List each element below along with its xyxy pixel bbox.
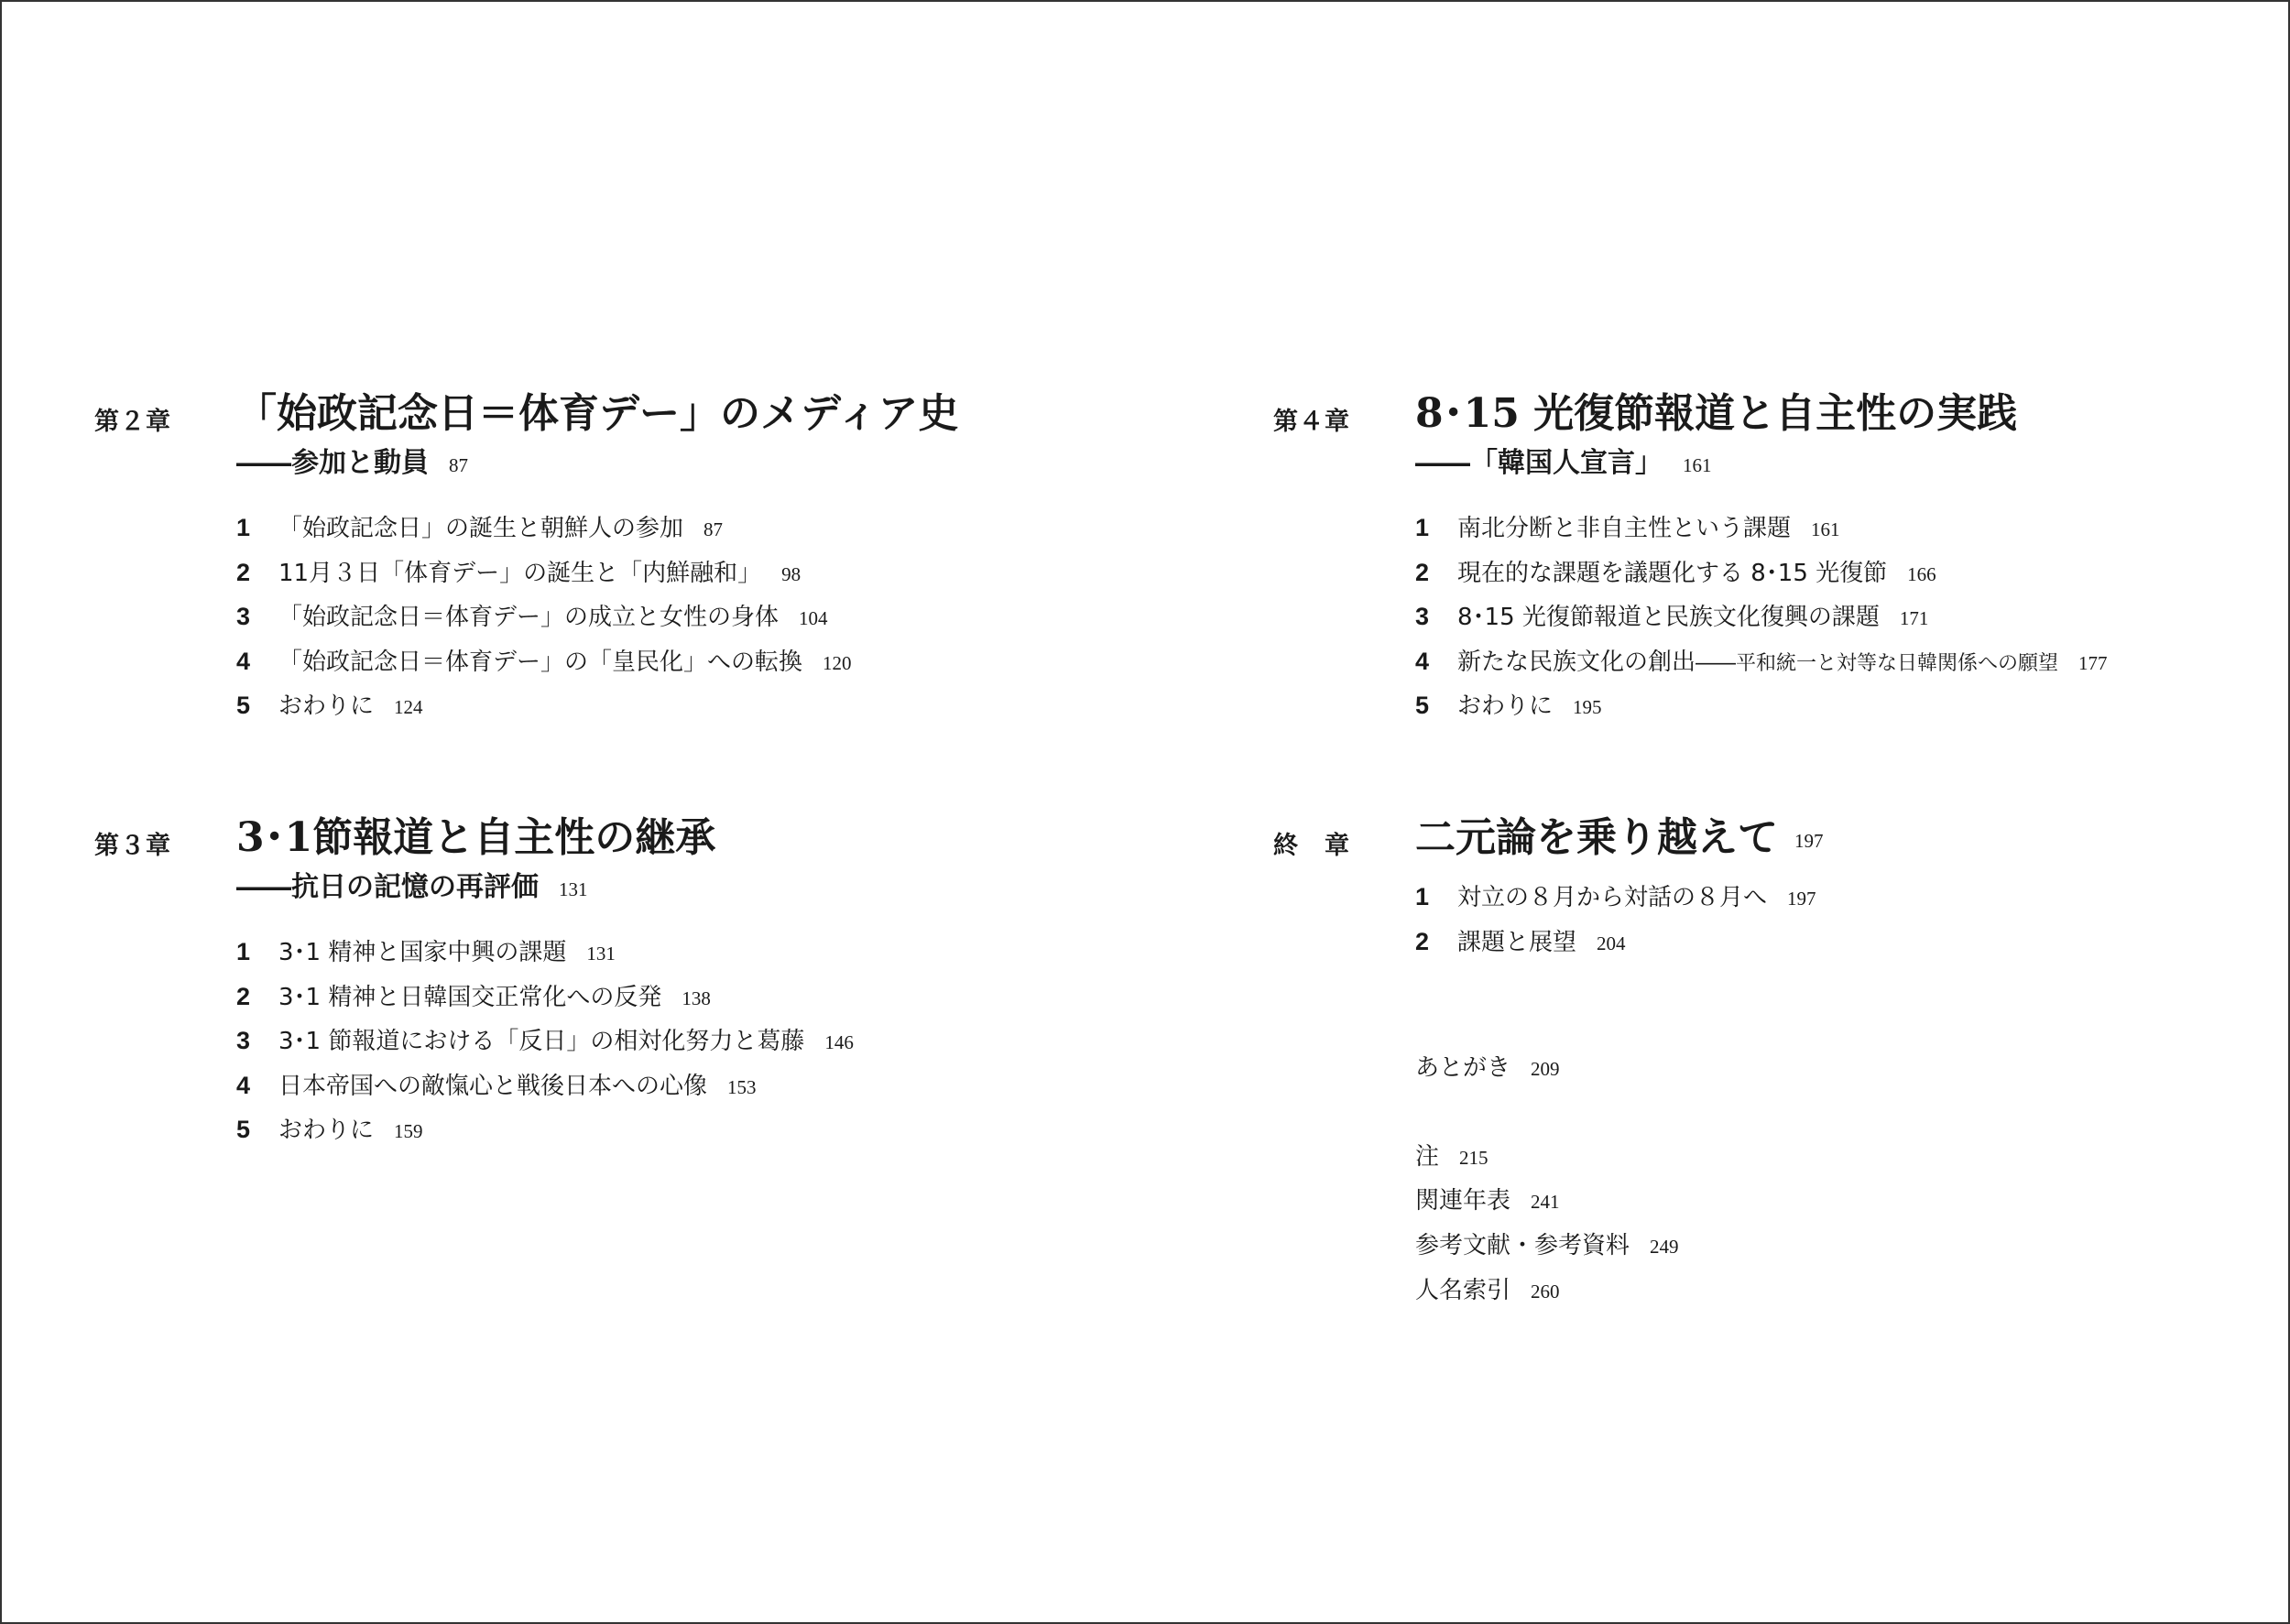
page-number: 146 [824, 1031, 854, 1053]
page-number: 104 [799, 607, 828, 629]
section-item: 5 おわりに 159 [236, 1116, 423, 1144]
section-item: 1 「始政記念日」の誕生と朝鮮人の参加 87 [236, 514, 724, 542]
page-number: 215 [1459, 1147, 1488, 1169]
page-number: 204 [1597, 932, 1626, 954]
page-number: 195 [1573, 696, 1602, 718]
page-number: 166 [1907, 562, 1936, 585]
section-item: 3 「始政記念日＝体育デー」の成立と女性の身体 104 [236, 603, 828, 631]
back-matter-name-index: 人名索引 260 [1415, 1277, 1560, 1304]
page-number: 197 [1787, 888, 1816, 910]
chapter-subtitle: ――参加と動員 87 [236, 447, 468, 479]
page-number: 153 [727, 1075, 757, 1098]
page-number: 120 [823, 651, 852, 674]
chapter-label: 終 章 [1273, 832, 1350, 860]
chapter-label: 第２章 [94, 408, 171, 436]
section-list [1415, 878, 1816, 967]
chapter-title: 「始政記念日＝体育デー」のメディア史 [236, 390, 959, 437]
section-item: 5 おわりに 124 [236, 692, 423, 720]
page-number: 241 [1531, 1191, 1560, 1213]
back-matter-chronology: 関連年表 241 [1415, 1187, 1560, 1215]
page-number: 131 [559, 878, 588, 900]
page-number: 98 [781, 562, 802, 585]
section-item: 3 3･1 節報道における「反日」の相対化努力と葛藤 146 [236, 1027, 854, 1055]
chapter-subtitle: ――抗日の記憶の再評価 131 [236, 871, 588, 903]
page-number: 249 [1650, 1236, 1679, 1258]
back-matter-references: 参考文献・参考資料 249 [1415, 1232, 1679, 1259]
page-number: 260 [1531, 1281, 1560, 1302]
chapter-title: 二元論を乗り越えて 197 [1415, 814, 1824, 861]
chapter-subtitle: ――「韓国人宣言」 161 [1415, 447, 1712, 479]
page-number: 171 [1899, 607, 1929, 629]
section-item: 4 新たな民族文化の創出――平和統一と対等な日韓関係への願望 177 [1415, 647, 2108, 676]
page-number: 161 [1811, 518, 1840, 540]
section-item: 2 課題と展望 204 [1415, 927, 1626, 956]
chapter-label: 第４章 [1273, 408, 1350, 436]
page-number: 177 [2078, 651, 2108, 674]
section-subtitle: ――平和統一と対等な日韓関係への願望 [1696, 651, 2059, 675]
section-item: 3 8･15 光復節報道と民族文化復興の課題 171 [1415, 603, 1929, 631]
section-item: 1 南北分断と非自主性という課題 161 [1415, 514, 1840, 542]
section-item: 2 3･1 精神と日韓国交正常化への反発 138 [236, 982, 711, 1011]
page-number: 159 [394, 1120, 423, 1142]
section-item: 2 11月３日「体育デー」の誕生と「内鮮融和」 98 [236, 558, 802, 587]
section-item: 4 「始政記念日＝体育デー」の「皇民化」への転換 120 [236, 647, 852, 676]
section-item: 1 対立の８月から対話の８月へ 197 [1415, 883, 1816, 911]
page-number: 197 [1794, 829, 1824, 852]
page-number: 209 [1531, 1058, 1560, 1080]
section-item: 1 3･1 精神と国家中興の課題 131 [236, 938, 616, 966]
chapter-title: 8･15 光復節報道と自主性の実践 [1415, 390, 2018, 437]
page-number: 87 [703, 518, 724, 540]
section-item: 4 日本帝国への敵愾心と戦後日本への心像 153 [236, 1071, 757, 1100]
section-list [236, 933, 854, 1156]
page-number: 131 [586, 943, 616, 965]
page-number: 87 [449, 454, 468, 476]
chapter-label: 第３章 [94, 832, 171, 860]
back-matter-afterword: あとがき 209 [1415, 1054, 1560, 1082]
section-list [236, 509, 852, 732]
back-matter-notes: 注 215 [1415, 1143, 1488, 1171]
chapter-title: 3･1節報道と自主性の継承 [236, 814, 716, 861]
section-list [1415, 509, 2108, 732]
page-number: 138 [682, 986, 711, 1009]
section-item: 2 現在的な課題を議題化する 8･15 光復節 166 [1415, 558, 1936, 587]
section-item: 5 おわりに 195 [1415, 692, 1602, 720]
page-number: 124 [394, 696, 423, 718]
page-number: 161 [1683, 454, 1712, 476]
